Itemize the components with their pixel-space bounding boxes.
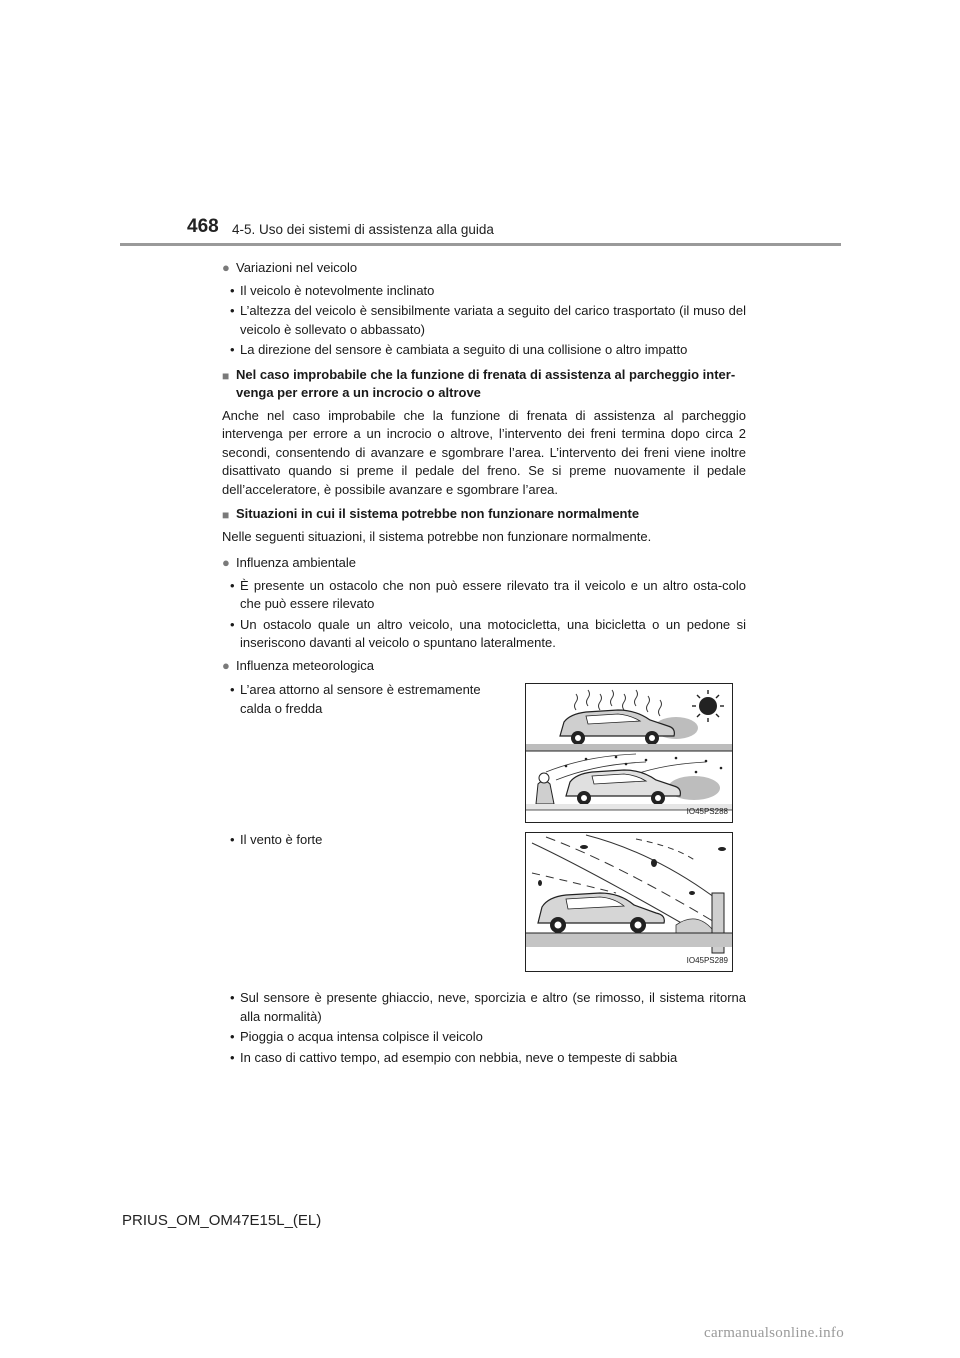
- page-number: 468: [187, 216, 219, 237]
- illustration-hot-cold-sensor: [525, 683, 733, 823]
- paragraph: Nelle seguenti situazioni, il sistema potrebbe non funzionare normalmente.: [222, 528, 652, 544]
- list-item: • L’area attorno al sensore è estremamente calda o fredda: [230, 682, 481, 716]
- square-bullet-icon: ■: [222, 368, 230, 383]
- figure-row: [222, 681, 746, 829]
- list-item: • È presente un ostacolo che non può essere rilevato tra il veicolo e un altro osta-colo che può essere rilevato: [230, 577, 746, 611]
- list-item: • L’altezza del veicolo è sensibilmente variata a seguito del carico trasportato (il muso del veicolo è sollevato o abbassato): [230, 303, 746, 337]
- car-temperature-illustration: [526, 684, 732, 822]
- subsection-heading: ● Influenza meteorologica: [222, 657, 746, 676]
- list-item: • Sul sensore è presente ghiaccio, neve, sporcizia e altro (se rimosso, il sistema ritorna alla normalità): [230, 990, 746, 1024]
- car-wind-illustration: [526, 833, 732, 971]
- bullet-list: [222, 282, 746, 360]
- bullet-list: [222, 577, 746, 653]
- list-item: • Il vento è forte: [230, 832, 323, 847]
- figure-code: IO45PS289: [686, 955, 728, 965]
- figure-row: [222, 831, 746, 987]
- footer-code: PRIUS_OM_OM47E15L_(EL): [122, 1212, 322, 1229]
- section-heading: ■ Nel caso improbabile che la funzione di frenata di assistenza al parcheggio inter-venga per errore a un incrocio o altrove: [222, 366, 736, 400]
- figure-code: IO45PS288: [686, 806, 728, 816]
- circle-bullet-icon: ●: [222, 260, 230, 275]
- square-bullet-icon: ■: [222, 508, 230, 522]
- list-item: • La direzione del sensore è cambiata a seguito di una collisione o altro impatto: [230, 342, 688, 357]
- circle-bullet-icon: ●: [222, 657, 230, 673]
- bullet-list: [222, 989, 746, 1067]
- list-item: • Pioggia o acqua intensa colpisce il veicolo: [230, 1029, 483, 1044]
- section-heading: ■ Situazioni in cui il sistema potrebbe non funzionare normalmente: [222, 505, 746, 524]
- page-content: [222, 254, 746, 1067]
- illustration-strong-wind: [525, 832, 733, 972]
- section-title: 4-5. Uso dei sistemi di assistenza alla guida: [232, 222, 494, 237]
- subsection-heading: ● Influenza ambientale: [222, 554, 746, 573]
- list-item: • In caso di cattivo tempo, ad esempio con nebbia, neve o tempeste di sabbia: [230, 1049, 678, 1065]
- watermark[interactable]: carmanualsonline.info: [704, 1325, 845, 1341]
- paragraph: Anche nel caso improbabile che la funzione di frenata di assistenza al parcheggio intervenga per errore a un incrocio o altrove, l’intervento dei freni termina dopo circa 2 secondi, consentendo di avanzare e sgombrare l’area. L’intervento dei freni viene inoltre disattivato quando si preme il pedale del freno. Se si preme nuovamente il pedale dell’acceleratore, è possibile avanzare e sgombrare l’area.: [222, 407, 746, 497]
- page-header: [0, 0, 960, 250]
- subsection-heading: ● Variazioni nel veicolo: [222, 259, 746, 278]
- list-item: • Il veicolo è notevolmente inclinato: [230, 282, 435, 298]
- header-divider: [120, 243, 841, 246]
- list-item: • Un ostacolo quale un altro veicolo, una motocicletta, una bicicletta o un pedone si inseriscono davanti al veicolo o spuntano lateralmente.: [230, 616, 746, 650]
- circle-bullet-icon: ●: [222, 555, 230, 570]
